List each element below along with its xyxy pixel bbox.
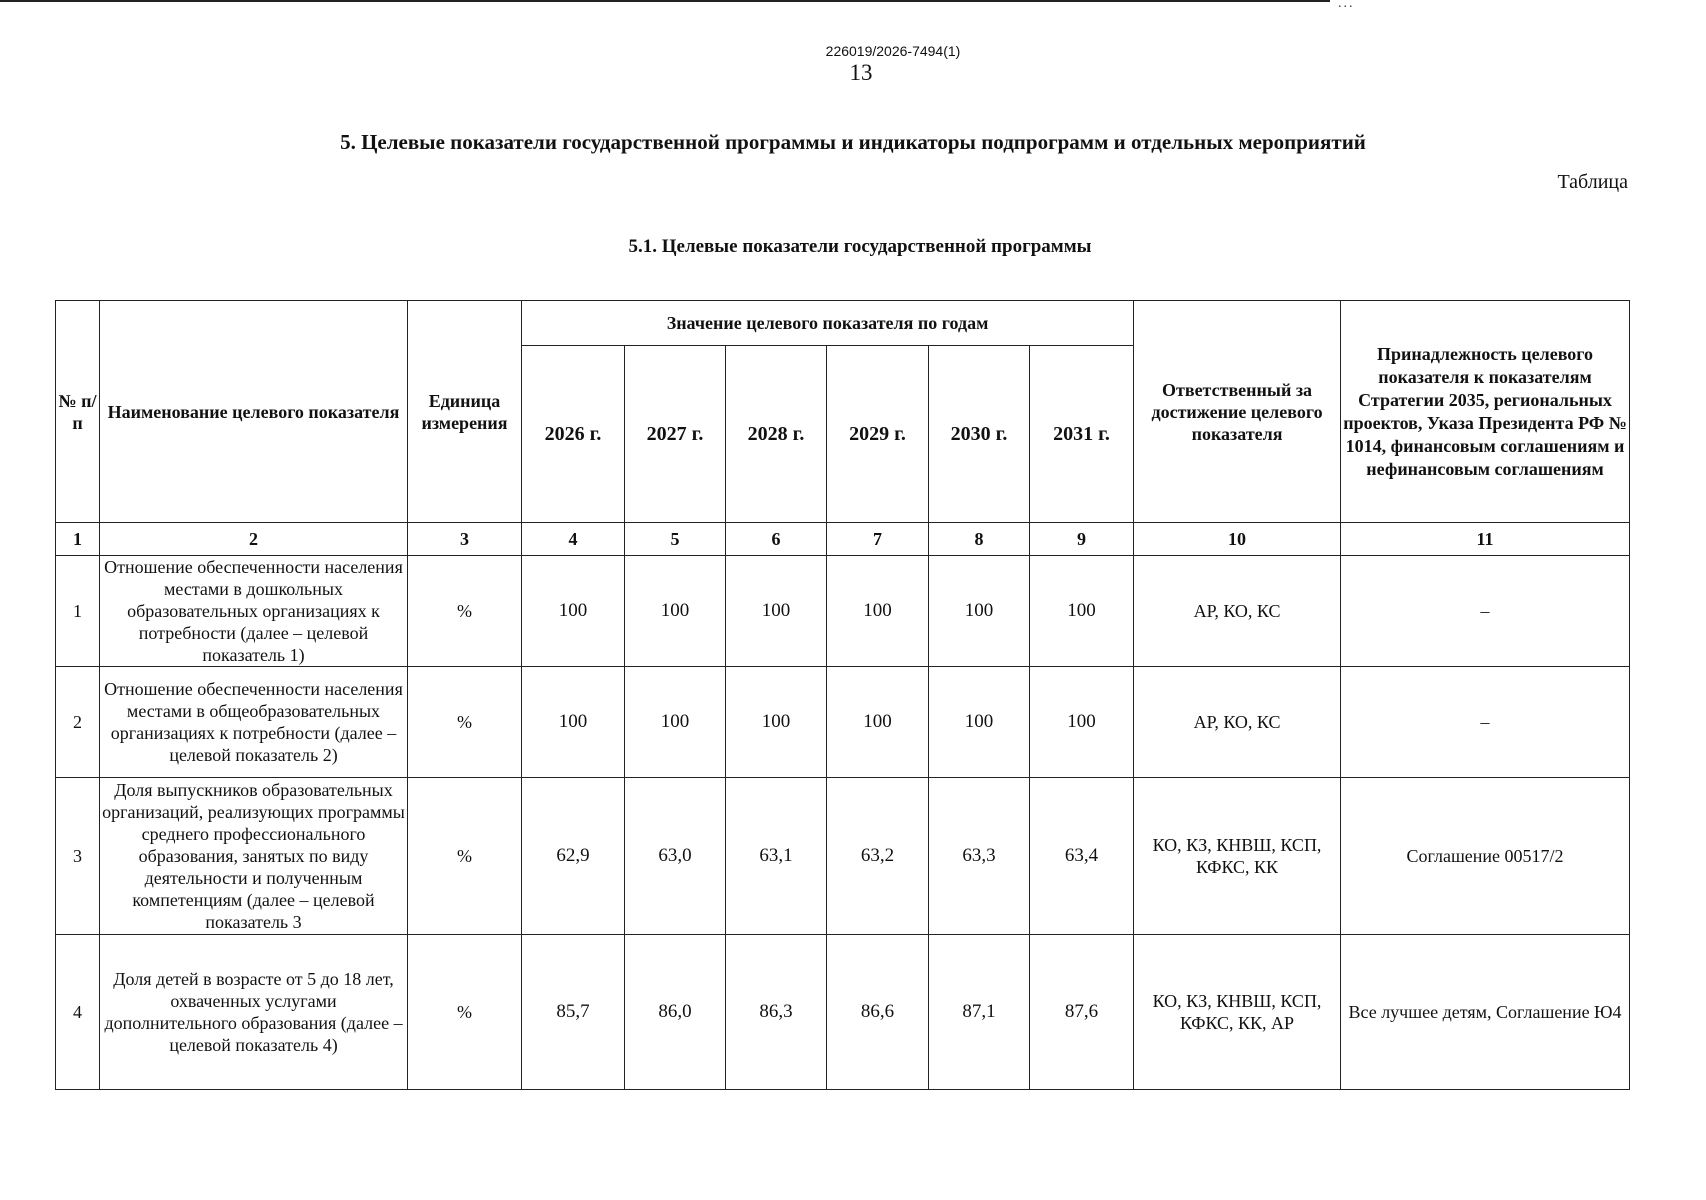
header-year: 2030 г. [929, 346, 1030, 523]
value-2031: 87,6 [1030, 935, 1134, 1090]
document-number: 226019/2026-7494(1) [825, 43, 961, 59]
value-2028: 100 [726, 667, 827, 778]
table-row [56, 935, 1630, 1090]
row-num: 3 [56, 778, 100, 935]
table-label: Таблица [1557, 171, 1628, 193]
value-2031: 100 [1030, 667, 1134, 778]
value-2031: 63,4 [1030, 778, 1134, 935]
value-2030: 87,1 [929, 935, 1030, 1090]
header-year: 2029 г. [827, 346, 929, 523]
unit: % [408, 556, 522, 667]
value-2031: 100 [1030, 556, 1134, 667]
column-number: 8 [929, 523, 1030, 556]
ownership: – [1341, 667, 1630, 778]
header-year: 2026 г. [522, 346, 625, 523]
column-number: 5 [625, 523, 726, 556]
value-2027: 100 [625, 556, 726, 667]
table-row [56, 667, 1630, 778]
target-indicators-table [55, 300, 1630, 1090]
row-num: 2 [56, 667, 100, 778]
unit: % [408, 778, 522, 935]
subsection-title: 5.1. Целевые показатели государственной программы [628, 236, 1092, 257]
column-number: 6 [726, 523, 827, 556]
top-border-line [0, 0, 1330, 2]
unit: % [408, 667, 522, 778]
header-year: 2031 г. [1030, 346, 1134, 523]
value-2029: 86,6 [827, 935, 929, 1090]
indicator-name: Доля выпускников образовательных организаций, реализующих программы среднего профессионального образования, занятых по виду деятельности и полученным компетенциям (далее – целевой показатель 3 [100, 778, 408, 935]
value-2028: 86,3 [726, 935, 827, 1090]
value-2028: 100 [726, 556, 827, 667]
value-2027: 63,0 [625, 778, 726, 935]
responsible: АР, КО, КС [1134, 556, 1341, 667]
ownership: Соглашение 00517/2 [1341, 778, 1630, 935]
top-fragment: ... [1338, 0, 1355, 11]
value-2030: 63,3 [929, 778, 1030, 935]
table-row [56, 556, 1630, 667]
value-2027: 86,0 [625, 935, 726, 1090]
table-row [56, 778, 1630, 935]
header-name: Наименование целевого показателя [100, 301, 408, 523]
indicator-name: Доля детей в возрасте от 5 до 18 лет, охваченных услугами дополнительного образования (далее – целевой показатель 4) [100, 935, 408, 1090]
column-number: 11 [1341, 523, 1630, 556]
column-number: 4 [522, 523, 625, 556]
value-2029: 63,2 [827, 778, 929, 935]
responsible: КО, КЗ, КНВШ, КСП, КФКС, КК [1134, 778, 1341, 935]
column-number: 9 [1030, 523, 1134, 556]
column-number: 1 [56, 523, 100, 556]
column-number-row [56, 523, 1630, 556]
ownership: – [1341, 556, 1630, 667]
row-num: 1 [56, 556, 100, 667]
value-2028: 63,1 [726, 778, 827, 935]
value-2026: 100 [522, 667, 625, 778]
column-number: 7 [827, 523, 929, 556]
value-2029: 100 [827, 667, 929, 778]
value-2030: 100 [929, 556, 1030, 667]
page-number: 13 [849, 60, 873, 85]
header-year: 2028 г. [726, 346, 827, 523]
section-title: 5. Целевые показатели государственной программы и индикаторы подпрограмм и отдельных мероприятий [340, 130, 1366, 154]
responsible: АР, КО, КС [1134, 667, 1341, 778]
indicator-name: Отношение обеспеченности населения местами в общеобразовательных организациях к потребности (далее – целевой показатель 2) [100, 667, 408, 778]
value-2030: 100 [929, 667, 1030, 778]
column-number: 2 [100, 523, 408, 556]
column-number: 10 [1134, 523, 1341, 556]
value-2026: 62,9 [522, 778, 625, 935]
header-num: № п/п [56, 301, 100, 523]
column-number: 3 [408, 523, 522, 556]
indicator-name: Отношение обеспеченности населения местами в дошкольных образовательных организациях к потребности (далее – целевой показатель 1) [100, 556, 408, 667]
value-2026: 85,7 [522, 935, 625, 1090]
value-2029: 100 [827, 556, 929, 667]
value-2027: 100 [625, 667, 726, 778]
header-ownership: Принадлежность целевого показателя к показателям Стратегии 2035, региональных проектов, Указа Президента РФ № 1014, финансовым соглашениям и нефинансовым соглашениям [1341, 301, 1630, 523]
responsible: КО, КЗ, КНВШ, КСП, КФКС, КК, АР [1134, 935, 1341, 1090]
header-values-by-year: Значение целевого показателя по годам [522, 301, 1134, 346]
ownership: Все лучшее детям, Соглашение Ю4 [1341, 935, 1630, 1090]
value-2026: 100 [522, 556, 625, 667]
row-num: 4 [56, 935, 100, 1090]
unit: % [408, 935, 522, 1090]
header-responsible: Ответственный за достижение целевого показателя [1134, 301, 1341, 523]
header-unit: Единица измерения [408, 301, 522, 523]
header-year: 2027 г. [625, 346, 726, 523]
